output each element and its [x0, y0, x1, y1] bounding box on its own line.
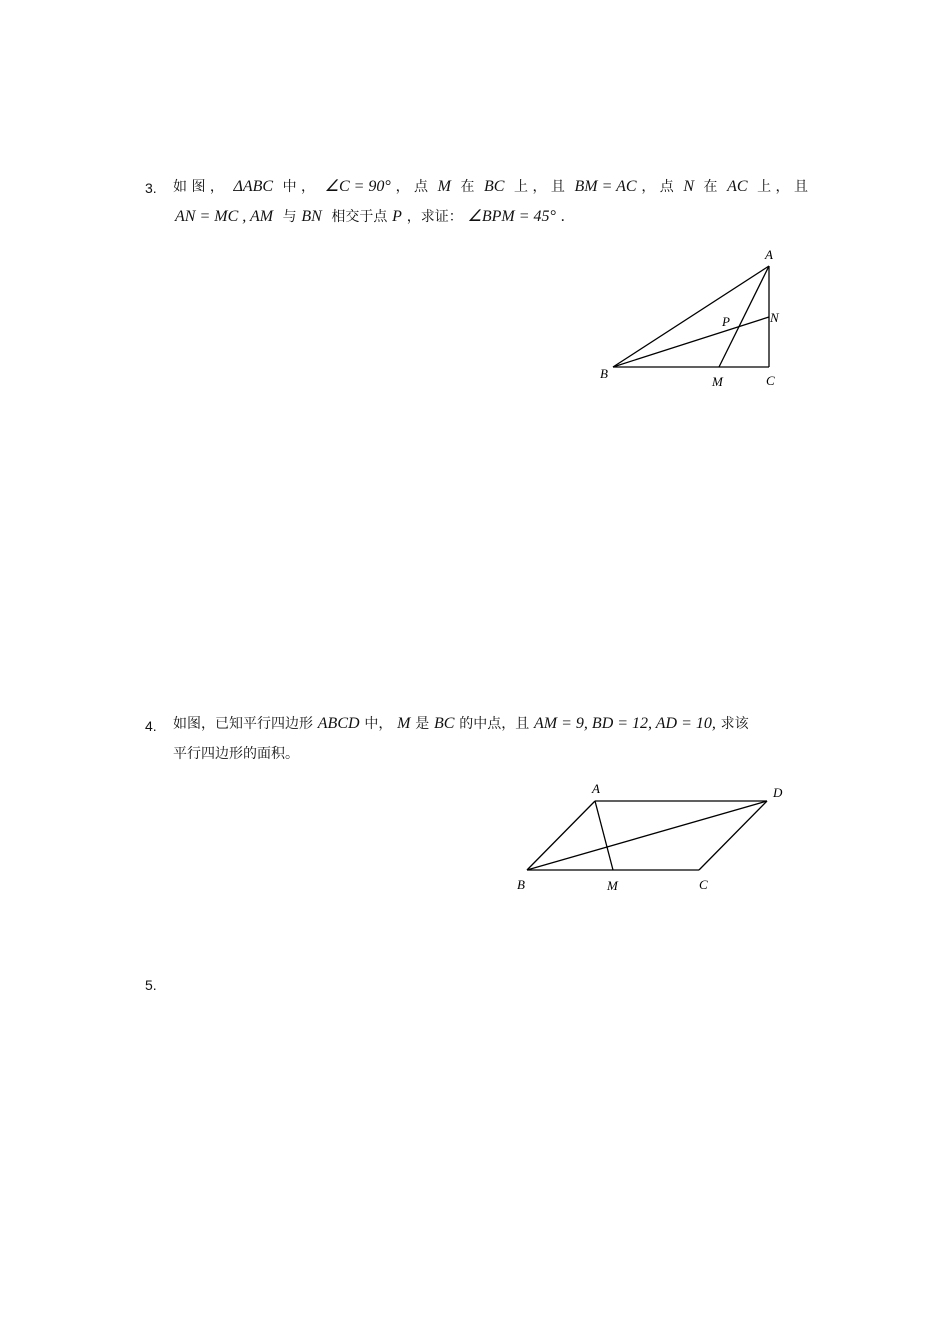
- problem-3-statement-line-1: [173, 176, 808, 196]
- p3-text: 与: [282, 209, 297, 225]
- segment-AM: [595, 801, 613, 870]
- p3-text: 在: [460, 179, 475, 195]
- p3-text: 上 ， 且: [514, 179, 565, 195]
- p3-text: .: [560, 208, 565, 225]
- problem-4-statement-line-2: [173, 743, 299, 763]
- p3-text: 在: [703, 179, 718, 195]
- p3-text: 中 ，: [282, 179, 316, 195]
- p3-text: 如 图 ，: [173, 179, 224, 195]
- problem-3-figure: [590, 240, 790, 400]
- p4-text: 如图，已知平行四边形: [173, 716, 313, 732]
- segment-BN: [613, 317, 769, 367]
- problem-3-statement-line-2: [175, 206, 565, 226]
- p4-text: 中，: [364, 716, 393, 732]
- label-A: A: [765, 247, 773, 262]
- label-M: M: [607, 878, 618, 893]
- p3-text: ， 点: [641, 179, 674, 195]
- p3-text: 上 ， 且: [757, 179, 808, 195]
- p3-text: ， 点: [395, 179, 429, 195]
- p4-math: M: [397, 715, 411, 732]
- label-B: B: [600, 366, 608, 381]
- p3-math: BM = AC: [574, 178, 637, 195]
- problem-4-statement-line-1: [173, 713, 749, 733]
- label-B: B: [517, 877, 525, 892]
- problem-3-number: 3.: [145, 180, 157, 196]
- p3-text: 相交于点: [331, 209, 388, 225]
- label-M: M: [712, 374, 723, 389]
- label-N: N: [770, 310, 779, 325]
- p3-math: BC: [484, 178, 505, 195]
- label-A: A: [592, 781, 600, 796]
- p4-text: 平行四边形的面积。: [173, 746, 299, 762]
- label-C: C: [766, 373, 775, 388]
- p3-math: AC: [727, 178, 748, 195]
- problem-4-figure: [505, 775, 805, 900]
- problem-4-number: 4.: [145, 718, 157, 734]
- p3-math: ∠C = 90°: [324, 178, 391, 195]
- p4-math: BC: [434, 715, 455, 732]
- p3-math: P: [392, 208, 402, 225]
- segment-AB: [613, 266, 769, 367]
- p3-text: ，求证：: [406, 209, 463, 225]
- p3-math: ∠BPM = 45°: [467, 208, 556, 225]
- p3-math: BN: [301, 208, 322, 225]
- segment-BD: [527, 801, 767, 870]
- p4-math: ABCD: [317, 715, 360, 732]
- p3-math: AN = MC , AM: [175, 208, 274, 225]
- p3-math: ΔABC: [233, 178, 274, 195]
- p4-text: 求该: [720, 716, 749, 732]
- p4-math: AM = 9, BD = 12, AD = 10,: [534, 715, 716, 732]
- p3-math: M: [437, 178, 451, 195]
- p4-text: 是: [415, 716, 430, 732]
- label-D: D: [773, 785, 783, 800]
- label-C: C: [699, 877, 708, 892]
- p3-math: N: [683, 178, 694, 195]
- p4-text: 的中点，且: [459, 716, 530, 732]
- label-P: P: [722, 314, 730, 329]
- problem-5-number: 5.: [145, 977, 157, 993]
